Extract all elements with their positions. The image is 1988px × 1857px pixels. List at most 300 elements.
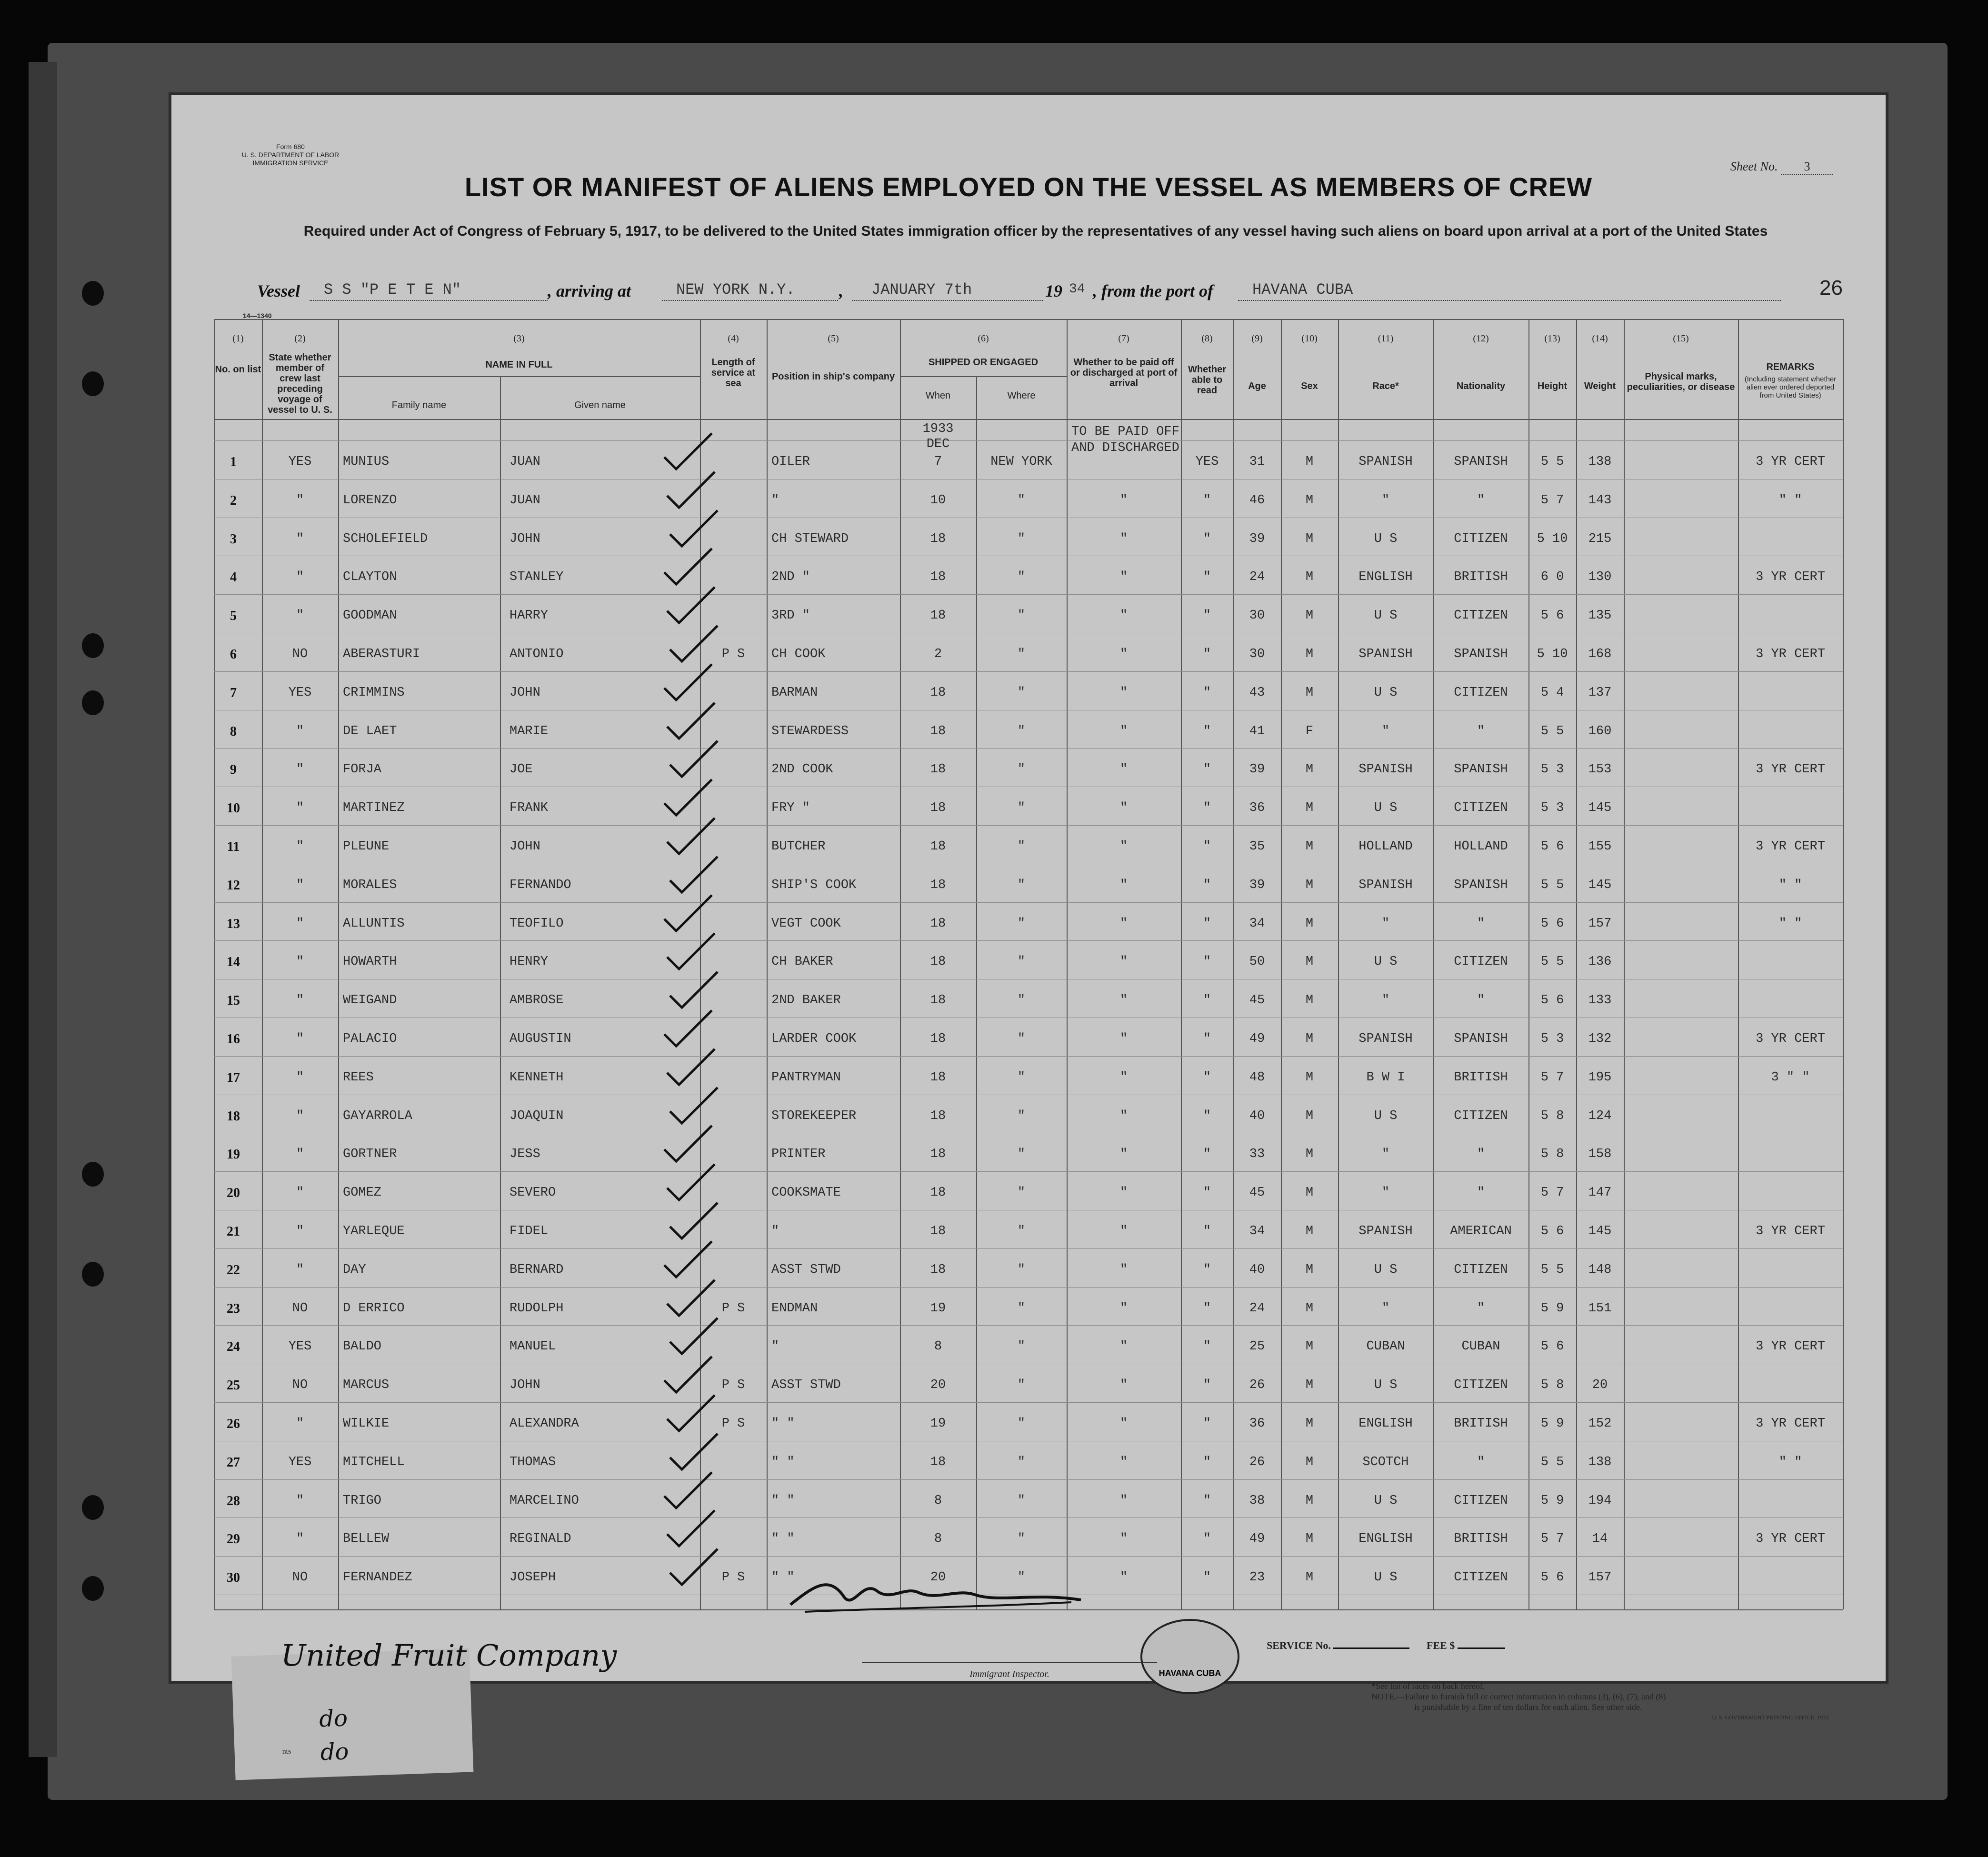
cell-height: 5 6 [1540,1224,1564,1238]
cell-where: " [1017,1186,1026,1200]
cell-height: 5 8 [1540,1108,1564,1123]
cell-remarks: 3 YR CERT [1756,762,1825,777]
cell-prev: NO [292,1301,308,1316]
cell-sex: M [1305,1378,1314,1393]
cell-read: " [1203,1455,1211,1469]
cell-read: " [1203,1032,1211,1046]
cell-nat: SPANISH [1454,1032,1508,1046]
check-mark [665,1393,717,1436]
check-mark [662,1008,714,1051]
cell-age: 31 [1249,455,1265,469]
cell-age: 50 [1249,955,1265,969]
cell-weight: 143 [1588,493,1612,508]
cell-prev: " [296,1532,304,1547]
cell-weight: 14 [1592,1532,1608,1547]
cell-age: 36 [1249,801,1265,816]
cell-sex: M [1305,493,1314,508]
cell-when: 20 [930,1570,946,1585]
cell-race: " [1381,1301,1390,1316]
cell-where: " [1017,839,1026,854]
cell-when: 18 [930,609,946,623]
binder-hole [82,633,104,658]
cell-read: " [1203,531,1211,546]
cell-paid: " [1119,1339,1128,1354]
cell-read: " [1203,1339,1211,1354]
cell-where: " [1017,1262,1026,1277]
row-number: 30 [227,1570,240,1586]
col-num: (10) [1301,333,1318,344]
row-number: 19 [227,1147,240,1162]
col-num: (5) [828,333,839,344]
cell-when: 20 [930,1378,946,1393]
cell-read: " [1203,609,1211,623]
cell-position: SHIP'S COOK [771,878,857,892]
cell-nat: SPANISH [1454,647,1508,661]
cell-read: " [1203,724,1211,739]
cell-family: MORALES [343,878,397,892]
cell-age: 41 [1249,724,1265,739]
cell-age: 46 [1249,493,1265,508]
cell-paid: " [1119,1147,1128,1162]
cell-position: LARDER COOK [771,1032,857,1046]
first-shipped-date [900,421,976,452]
cell-height: 5 7 [1540,1532,1564,1547]
cell-paid: " [1119,1532,1128,1547]
cell-age: 34 [1249,916,1265,931]
cell-weight: 145 [1588,801,1612,816]
cell-race: U S [1374,801,1398,816]
cell-nat: CITIZEN [1454,1262,1508,1277]
cell-when: 18 [930,1262,946,1277]
row-number: 25 [227,1378,240,1393]
binder-hole [82,1262,104,1287]
cell-given: MARCELINO [509,1493,579,1508]
cell-paid: " [1119,570,1128,585]
row-number: 7 [230,685,237,700]
cell-read: " [1203,762,1211,777]
cell-read: " [1203,1493,1211,1508]
cell-read: " [1203,1532,1211,1547]
cell-position: 3RD " [771,609,810,623]
cell-age: 39 [1249,762,1265,777]
cell-nat: BRITISH [1454,1417,1508,1431]
cell-given: REGINALD [509,1532,571,1547]
stub-text: nts [282,1747,291,1756]
check-mark [662,1123,714,1166]
cell-sex: M [1305,839,1314,854]
cell-nat: " [1477,493,1485,508]
cell-family: MITCHELL [343,1455,405,1469]
cell-weight: 158 [1588,1147,1612,1162]
page-subtitle: Required under Act of Congress of February 5, 1917, to be delivered to the United States immigration officer by the representatives of any vessel having such aliens on board upon arrival at a port of the United States [303,223,1768,239]
cell-family: WEIGAND [343,993,397,1008]
cell-when: 18 [930,1455,946,1469]
cell-height: 5 7 [1540,493,1564,508]
first-when-year: 1933 [922,422,954,436]
cell-position: " " [771,1493,795,1508]
cell-age: 40 [1249,1108,1265,1123]
inspector-label: Immigrant Inspector. [969,1669,1049,1679]
check-mark [668,1547,720,1589]
cell-paid: TO BE PAID OFF AND DISCHARGED [1071,425,1179,455]
cell-sex: M [1305,1262,1314,1277]
header-physical: Physical marks, peculiarities, or disease [1627,371,1735,392]
cell-given: HARRY [509,609,549,623]
cell-prev: NO [292,1570,308,1585]
cell-weight: 135 [1588,609,1612,623]
vessel-name: S S "P E T E N" [324,281,461,299]
cell-family: YARLEQUE [343,1224,405,1238]
binder-hole [82,690,104,715]
row-number: 21 [227,1224,240,1239]
cell-nat: HOLLAND [1454,839,1508,854]
cell-height: 5 6 [1540,1570,1564,1585]
cell-nat: CUBAN [1461,1339,1500,1354]
cell-height: 5 6 [1540,839,1564,854]
row-number: 14 [227,955,240,970]
row-number: 4 [230,570,237,585]
cell-family: CLAYTON [343,570,397,585]
cell-when: 18 [930,1108,946,1123]
cell-prev: YES [288,685,312,700]
cell-paid: " [1119,1455,1128,1469]
cell-when: 18 [930,1070,946,1085]
cell-sex: M [1305,570,1314,585]
binder-edge [29,62,57,1757]
cell-prev: " [296,1493,304,1508]
cell-age: 25 [1249,1339,1265,1354]
cell-prev: " [296,1108,304,1123]
cell-nat: CITIZEN [1454,1108,1508,1123]
cell-age: 40 [1249,1262,1265,1277]
cell-age: 24 [1249,1301,1265,1316]
binder-hole [82,1576,104,1601]
cell-age: 34 [1249,1224,1265,1238]
cell-position: 2ND COOK [771,762,833,777]
header-where: Where [1007,390,1036,401]
cell-age: 43 [1249,685,1265,700]
footer-note: NOTE.—Failure to furnish full or correct information in columns (3), (6), (7), and (8) [1371,1692,1666,1701]
cell-where: " [1017,531,1026,546]
cell-weight: 132 [1588,1032,1612,1046]
cell-when: 19 [930,1417,946,1431]
cell-height: 5 6 [1540,916,1564,931]
cell-weight: 194 [1588,1493,1612,1508]
cell-read: " [1203,1570,1211,1585]
cell-when: 10 [930,493,946,508]
cell-given: RUDOLPH [509,1301,564,1316]
cell-when: 8 [934,1339,942,1354]
cell-weight: 153 [1588,762,1612,777]
year-prefix: 19 [1045,281,1062,300]
check-mark [665,700,717,743]
cell-remarks: 3 YR CERT [1756,1032,1825,1046]
cell-paid: " [1119,685,1128,700]
cell-given: JESS [509,1147,540,1162]
check-mark [668,1316,720,1358]
cell-given: FIDEL [509,1224,549,1238]
cell-prev: " [296,955,304,969]
cell-family: GAYARROLA [343,1108,412,1123]
cell-position: STEWARDESS [771,724,849,739]
header-able-read: Whether able to read [1188,364,1226,396]
row-number: 11 [227,839,240,854]
cell-when: 18 [930,762,946,777]
col-num: (3) [513,333,525,344]
cell-position: PANTRYMAN [771,1070,841,1085]
cell-sex: M [1305,916,1314,931]
from-label: , from the port of [1093,281,1214,300]
cell-nat: " [1477,1147,1485,1162]
cell-when: 18 [930,878,946,892]
cell-sex: M [1305,1032,1314,1046]
check-mark [665,1508,717,1551]
cell-sex: M [1305,955,1314,969]
cell-where: " [1017,993,1026,1008]
cell-read: " [1203,801,1211,816]
cell-when: 18 [930,839,946,854]
col-num: (2) [294,333,306,344]
cell-given: THOMAS [509,1455,556,1469]
cell-given: SEVERO [509,1186,556,1200]
cell-sex: M [1305,1070,1314,1085]
cell-where: " [1017,1455,1026,1469]
header-when: When [925,390,951,401]
cell-position: STOREKEEPER [771,1108,857,1123]
cell-paid: " [1119,839,1128,854]
cell-nat: CITIZEN [1454,1378,1508,1393]
cell-position: ASST STWD [771,1378,841,1393]
cell-sex: M [1305,1570,1314,1585]
binder-hole [82,371,104,396]
cell-family: BALDO [343,1339,382,1354]
cell-position: PRINTER [771,1147,826,1162]
header-family-name: Family name [391,400,447,410]
cell-sex: M [1305,609,1314,623]
cell-given: STANLEY [509,570,564,585]
cell-age: 49 [1249,1532,1265,1547]
footer-notes [1371,1681,1828,1723]
cell-position: 2ND BAKER [771,993,841,1008]
cell-given: AUGUSTIN [509,1032,571,1046]
cell-sex: M [1305,801,1314,816]
header-nationality: Nationality [1456,381,1506,391]
cell-position: CH STEWARD [771,531,849,546]
check-mark [668,508,720,551]
cell-family: GORTNER [343,1147,397,1162]
cell-race: SPANISH [1359,878,1413,892]
check-mark [662,1354,714,1397]
cell-read: " [1203,955,1211,969]
row-number: 8 [230,724,237,739]
cell-family: GOODMAN [343,609,397,623]
cell-paid: " [1119,1570,1128,1585]
cell-family: HOWARTH [343,955,397,969]
cell-read: " [1203,685,1211,700]
cell-weight: 157 [1588,916,1612,931]
cell-sex: M [1305,1493,1314,1508]
header-given-name: Given name [574,400,626,410]
col-num: (11) [1378,333,1394,344]
cell-prev: " [296,724,304,739]
row-number: 1 [230,455,237,469]
cell-position: " " [771,1532,795,1547]
check-mark [665,1047,717,1089]
form-code: 14—1340 [243,312,272,319]
cell-paid: " [1119,647,1128,661]
cell-where: " [1017,801,1026,816]
row-number: 13 [227,916,240,931]
cell-age: 33 [1249,1147,1265,1162]
cell-read: YES [1195,455,1219,469]
cell-sex: M [1305,647,1314,661]
cell-nat: AMERICAN [1450,1224,1512,1238]
cell-prev: " [296,1417,304,1431]
cell-age: 45 [1249,1186,1265,1200]
cell-race: ENGLISH [1359,570,1413,585]
cell-where: " [1017,878,1026,892]
cell-position: " " [771,1455,795,1469]
cell-family: GOMEZ [343,1186,382,1200]
cell-remarks: " " [1778,1455,1802,1469]
cell-read: " [1203,1301,1211,1316]
cell-race: HOLLAND [1359,839,1413,854]
check-mark [665,931,717,974]
cell-read: " [1203,1224,1211,1238]
cell-sex: M [1305,531,1314,546]
cell-prev: " [296,493,304,508]
check-mark [662,777,714,820]
cell-nat: CITIZEN [1454,531,1508,546]
cell-position: " [771,493,779,508]
cell-family: DAY [343,1262,366,1277]
cell-family: PALACIO [343,1032,397,1046]
cell-position: COOKSMATE [771,1186,841,1200]
cell-when: 18 [930,916,946,931]
cell-sex: M [1305,762,1314,777]
cell-family: SCHOLEFIELD [343,531,428,546]
cell-when: 18 [930,685,946,700]
footer-note: *See list of races on back hereof. [1371,1681,1485,1691]
cell-service: P S [721,647,745,661]
cell-family: MARCUS [343,1378,390,1393]
ditto-handwriting: do [319,1705,348,1733]
col-num: (6) [978,333,989,344]
cell-nat: " [1477,1455,1485,1469]
footer-note: is punishable by a fine of ten dollars for each alien. See other side. [1414,1702,1642,1712]
row-number: 9 [230,762,237,778]
cell-paid: " [1119,1378,1128,1393]
cell-prev: NO [292,1378,308,1393]
cell-read: " [1203,878,1211,892]
cell-weight: 136 [1588,955,1612,969]
check-mark [668,1200,720,1243]
cell-position: OILER [771,455,810,469]
cell-remarks: " " [1778,493,1802,508]
cell-race: " [1381,1147,1390,1162]
cell-weight: 155 [1588,839,1612,854]
cell-nat: SPANISH [1454,878,1508,892]
cell-height: 5 6 [1540,1339,1564,1354]
cell-prev: " [296,570,304,585]
cell-where: " [1017,1339,1026,1354]
cell-paid: " [1119,1493,1128,1508]
cell-where: " [1017,1147,1026,1162]
cell-age: 24 [1249,570,1265,585]
cell-when: 18 [930,955,946,969]
row-number: 28 [227,1493,240,1508]
row-number: 10 [227,801,240,816]
cell-race: B W I [1366,1070,1405,1085]
cell-nat: " [1477,1186,1485,1200]
cell-position: FRY " [771,801,810,816]
cell-sex: M [1305,455,1314,469]
vessel-line: Vessel S S "P E T E N" , arriving at NEW YORK N.Y. , JANUARY 7th 19 34 , from the port of HAVANA CUBA [257,281,1790,304]
fee-label: FEE $ [1426,1639,1455,1651]
arrival-port: NEW YORK N.Y. [676,281,795,299]
cell-weight: 124 [1588,1108,1612,1123]
cell-paid: " [1119,1032,1128,1046]
cell-where: " [1017,1570,1026,1585]
cell-when: 8 [934,1532,942,1547]
check-mark [662,1470,714,1513]
cell-given: MANUEL [509,1339,556,1354]
cell-nat: CITIZEN [1454,801,1508,816]
cell-family: TRIGO [343,1493,382,1508]
header-state-whether: State whether member of crew last preceding voyage of vessel to U. S. [268,352,332,415]
sheet-value: 3 [1781,160,1833,175]
cell-family: MARTINEZ [343,801,405,816]
cell-remarks: " " [1778,916,1802,931]
cell-position: " " [771,1570,795,1585]
cell-service: P S [721,1417,745,1431]
cell-when: 18 [930,1032,946,1046]
cell-prev: " [296,1032,304,1046]
cell-age: 45 [1249,993,1265,1008]
check-mark [662,546,714,589]
col-num: (13) [1544,333,1560,344]
cell-height: 5 10 [1537,647,1568,661]
cell-height: 5 7 [1540,1070,1564,1085]
company-handwriting: United Fruit Company [281,1638,617,1673]
year-suffix: 34 [1069,282,1085,297]
cell-given: JUAN [509,493,540,508]
cell-when: 18 [930,801,946,816]
cell-sex: M [1305,1108,1314,1123]
header-no-on-list: No. on list [215,364,261,375]
cell-position: CH COOK [771,647,826,661]
cell-when: 18 [930,724,946,739]
arriving-label: , arriving at [548,281,631,300]
binder-hole [82,281,104,306]
cell-when: 18 [930,531,946,546]
cell-given: AMBROSE [509,993,564,1008]
cell-given: JOHN [509,839,540,854]
cell-read: " [1203,647,1211,661]
cell-nat: CITIZEN [1454,1493,1508,1508]
row-number: 3 [230,531,237,547]
row-number: 26 [227,1417,240,1431]
cell-read: " [1203,1108,1211,1123]
cell-read: " [1203,570,1211,585]
cell-family: LORENZO [343,493,397,508]
cell-remarks: 3 YR CERT [1756,839,1825,854]
seal-text: HAVANA CUBA [1159,1668,1221,1678]
cell-when: 2 [934,647,942,661]
cell-where: " [1017,685,1026,700]
check-mark [662,1239,714,1282]
service-no-label: SERVICE No. [1267,1639,1331,1651]
